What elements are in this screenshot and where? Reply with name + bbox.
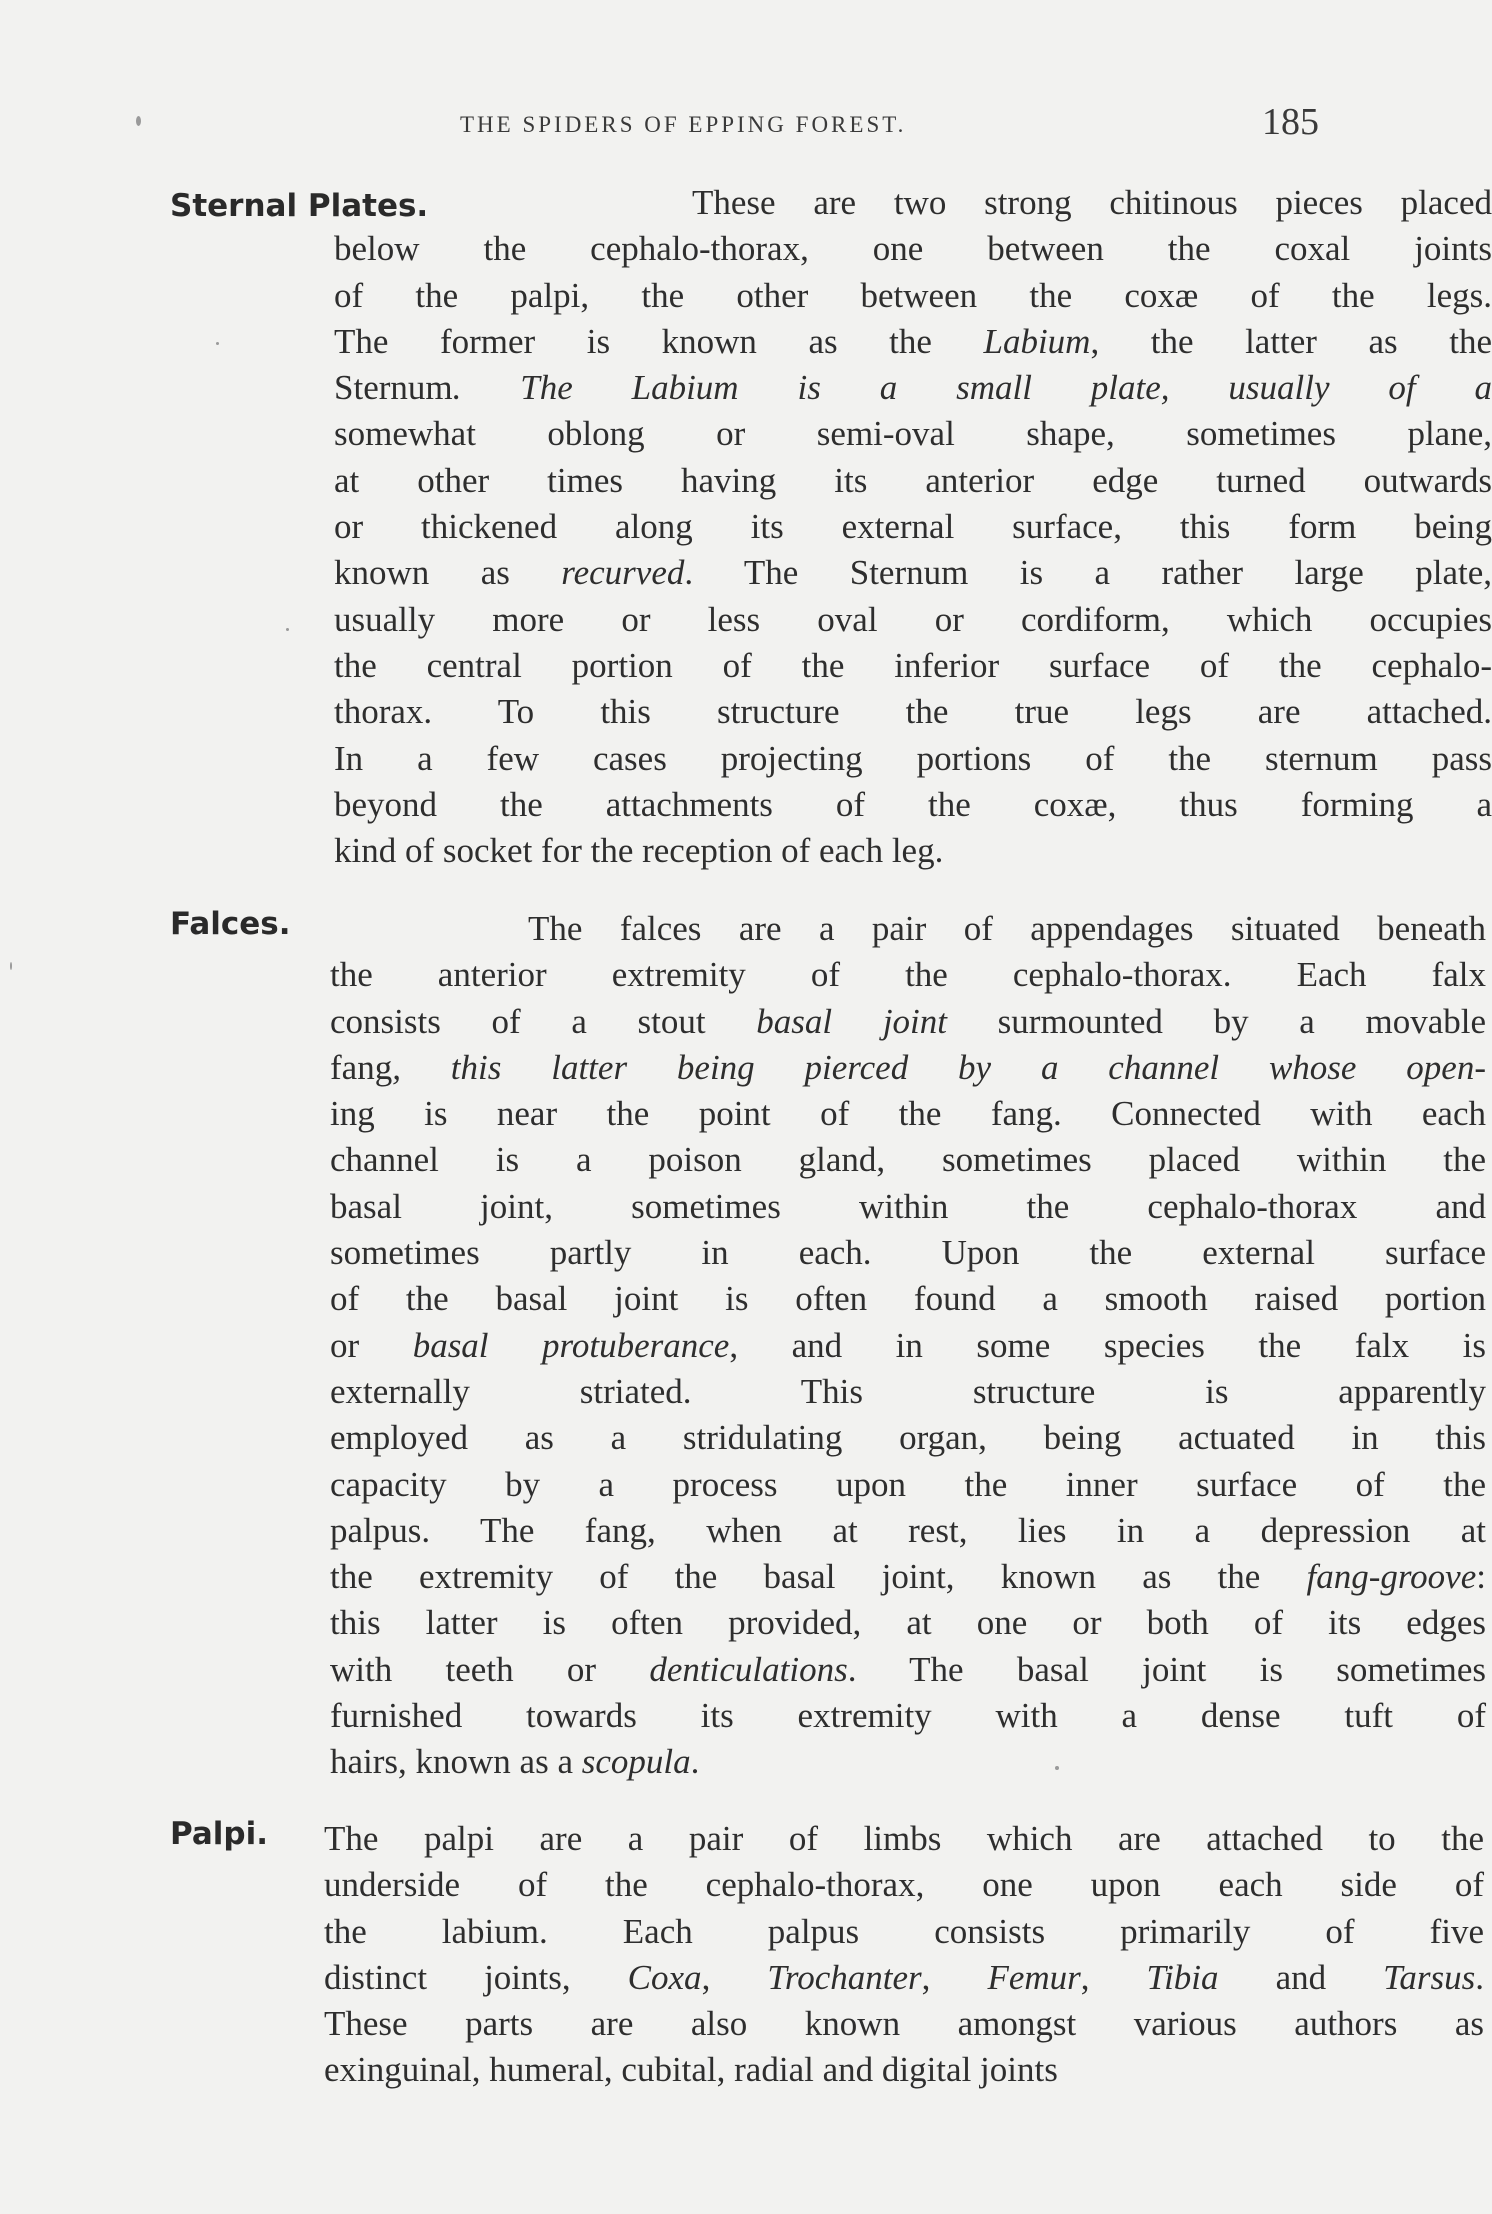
text-run: sometimes partly in each. Upon the external surface [330,1233,1486,1273]
text-line [330,1415,1486,1461]
text-line [330,1230,1486,1276]
text-run: In a few cases projecting portions of the sternum pass [334,738,1492,778]
text-line [324,1955,1484,2001]
section-label-palpi: Palpi. [170,1816,269,1852]
text-run: surmounted by a movable [947,1001,1486,1041]
text-run: capacity by a process upon the inner surface of the [330,1464,1486,1504]
text-run: underside of the cephalo-thorax, one upon each side of [324,1865,1484,1905]
text-run: thorax. To this structure the true legs are attached. [334,692,1492,732]
text-line [330,1554,1486,1600]
text-line [330,1693,1486,1739]
text-run: externally striated. This structure is apparently [330,1371,1486,1411]
text-run: , and in some species the falx is [729,1325,1487,1365]
paragraph-falces [330,906,1486,1786]
text-line [334,411,1492,457]
text-line [324,2001,1484,2047]
text-run: . The Sternum is a rather large plate, [684,553,1492,593]
text-line [330,906,1486,952]
text-run: The falces are a pair of appendages situated beneath [528,909,1486,948]
text-line [334,736,1492,782]
text-line [334,319,1492,365]
text-run: the anterior extremity of the cephalo-thorax. Each falx [330,955,1486,995]
text-run: of the palpi, the other between the coxæ of the legs. [334,275,1492,315]
section-falces [170,906,1487,1786]
text-run: the extremity of the basal joint, known as the [330,1557,1307,1597]
scan-speck [136,116,141,126]
text-run: palpus. The fang, when at rest, lies in a depression at [330,1510,1486,1550]
text-run: Sternum [334,368,453,408]
italic-term: . The Labium is a small plate, usually of a [452,368,1492,408]
text-run: , [701,1957,768,1997]
italic-term: basal joint [756,1001,947,1041]
text-run: The former is known as the [334,321,984,361]
section-sternal-plates [170,180,1492,900]
text-run: usually more or less oval or cordiform, which occupies [334,599,1492,639]
scan-speck [1055,1766,1059,1770]
text-line [330,999,1486,1045]
text-run: somewhat oblong or semi-oval shape, sometimes plane, [334,414,1492,454]
running-title: THE SPIDERS OF EPPING FOREST. [460,112,907,137]
section-palpi [170,1816,1485,2116]
text-run: , [1080,1957,1147,1997]
italic-term: Labium [983,321,1091,361]
text-line [330,952,1486,998]
text-run: These are two strong chitinous pieces placed [692,183,1492,222]
text-line [334,458,1492,504]
text-line [324,2047,1484,2093]
scan-speck [10,962,12,970]
text-run: These parts are also known amongst various authors as [324,2004,1484,2044]
text-run: basal joint, sometimes within the cephalo-thorax and [330,1186,1486,1226]
text-line [334,643,1492,689]
text-run: at other times having its anterior edge turned outwards [334,460,1492,500]
text-run: The palpi are a pair of limbs which are attached to the [324,1819,1484,1858]
text-run: hairs, known as a [330,1742,582,1782]
text-run: the labium. Each palpus consists primarily of five [324,1911,1484,1951]
text-line [330,1600,1486,1646]
italic-term: Trochanter [767,1957,922,1997]
italic-term: Femur [987,1957,1081,1997]
italic-term: scopula [581,1742,691,1782]
text-run: known as [334,553,562,593]
text-line [330,1091,1486,1137]
text-line [334,689,1492,735]
text-run: , the latter as the [1090,321,1492,361]
text-line [324,1816,1484,1862]
page-number: 185 [1262,101,1319,143]
paragraph-palpi [324,1816,1484,2094]
text-run: employed as a stridulating organ, being actuated in this [330,1418,1486,1458]
italic-term: Tarsus [1383,1957,1476,1997]
text-run: this latter is often provided, at one or both of its edges [330,1603,1486,1643]
text-line [330,1184,1486,1230]
text-run: , [921,1957,988,1997]
text-line [330,1137,1486,1183]
text-run: of the basal joint is often found a smooth raised portion [330,1279,1486,1319]
scan-speck [216,342,219,345]
text-line [330,1647,1486,1693]
text-run: or thickened along its external surface, this form being [334,507,1492,547]
section-label-sternal-plates: Sternal Plates. [170,188,429,224]
text-run: with teeth or [330,1649,650,1689]
italic-term: fang-groove [1306,1557,1477,1597]
italic-term: , this latter being pierced by a channel whose open- [392,1047,1486,1087]
text-line [334,782,1492,828]
text-run: the central portion of the inferior surface of the cephalo- [334,645,1492,685]
text-line [330,1369,1486,1415]
text-line [334,597,1492,643]
text-run: . [1475,1957,1485,1997]
text-line [330,1508,1486,1554]
text-run: . The basal joint is sometimes [847,1649,1487,1689]
text-run: exinguinal, humeral, cubital, radial and digital joints [324,2050,1058,2090]
text-line [330,1739,1486,1785]
text-line [334,226,1492,272]
italic-term: basal protuberance [412,1325,730,1365]
text-run: consists of a stout [330,1001,757,1041]
text-line [324,1862,1484,1908]
section-label-falces: Falces. [170,906,291,942]
text-run: . [690,1742,700,1782]
text-line [330,1276,1486,1322]
text-run: or [330,1325,413,1365]
italic-term: denticulations [649,1649,848,1689]
italic-term: Coxa [627,1957,702,1997]
text-line [334,504,1492,550]
text-run: below the cephalo-thorax, one between the coxal joints [334,229,1492,269]
text-line [330,1045,1486,1091]
text-run: beyond the attachments of the coxæ, thus forming a [334,784,1492,824]
text-line [334,180,1492,226]
text-line [334,273,1492,319]
italic-term: recurved [561,553,685,593]
text-line [334,828,1492,874]
text-line [324,1909,1484,1955]
text-run: fang [330,1047,393,1087]
text-line [330,1323,1486,1369]
text-run: distinct joints, [324,1957,628,1997]
text-line [334,365,1492,411]
paragraph-sternal-plates [334,180,1492,874]
text-run: and [1218,1957,1384,1997]
text-run: ing is near the point of the fang. Connected with each [330,1094,1486,1134]
text-line [334,550,1492,596]
text-run: channel is a poison gland, sometimes placed within the [330,1140,1486,1180]
text-line [330,1462,1486,1508]
scan-speck [286,628,289,631]
text-run: kind of socket for the reception of each leg. [334,831,944,871]
text-run: furnished towards its extremity with a dense tuft of [330,1696,1486,1736]
italic-term: Tibia [1146,1957,1219,1997]
text-run: : [1476,1557,1486,1597]
